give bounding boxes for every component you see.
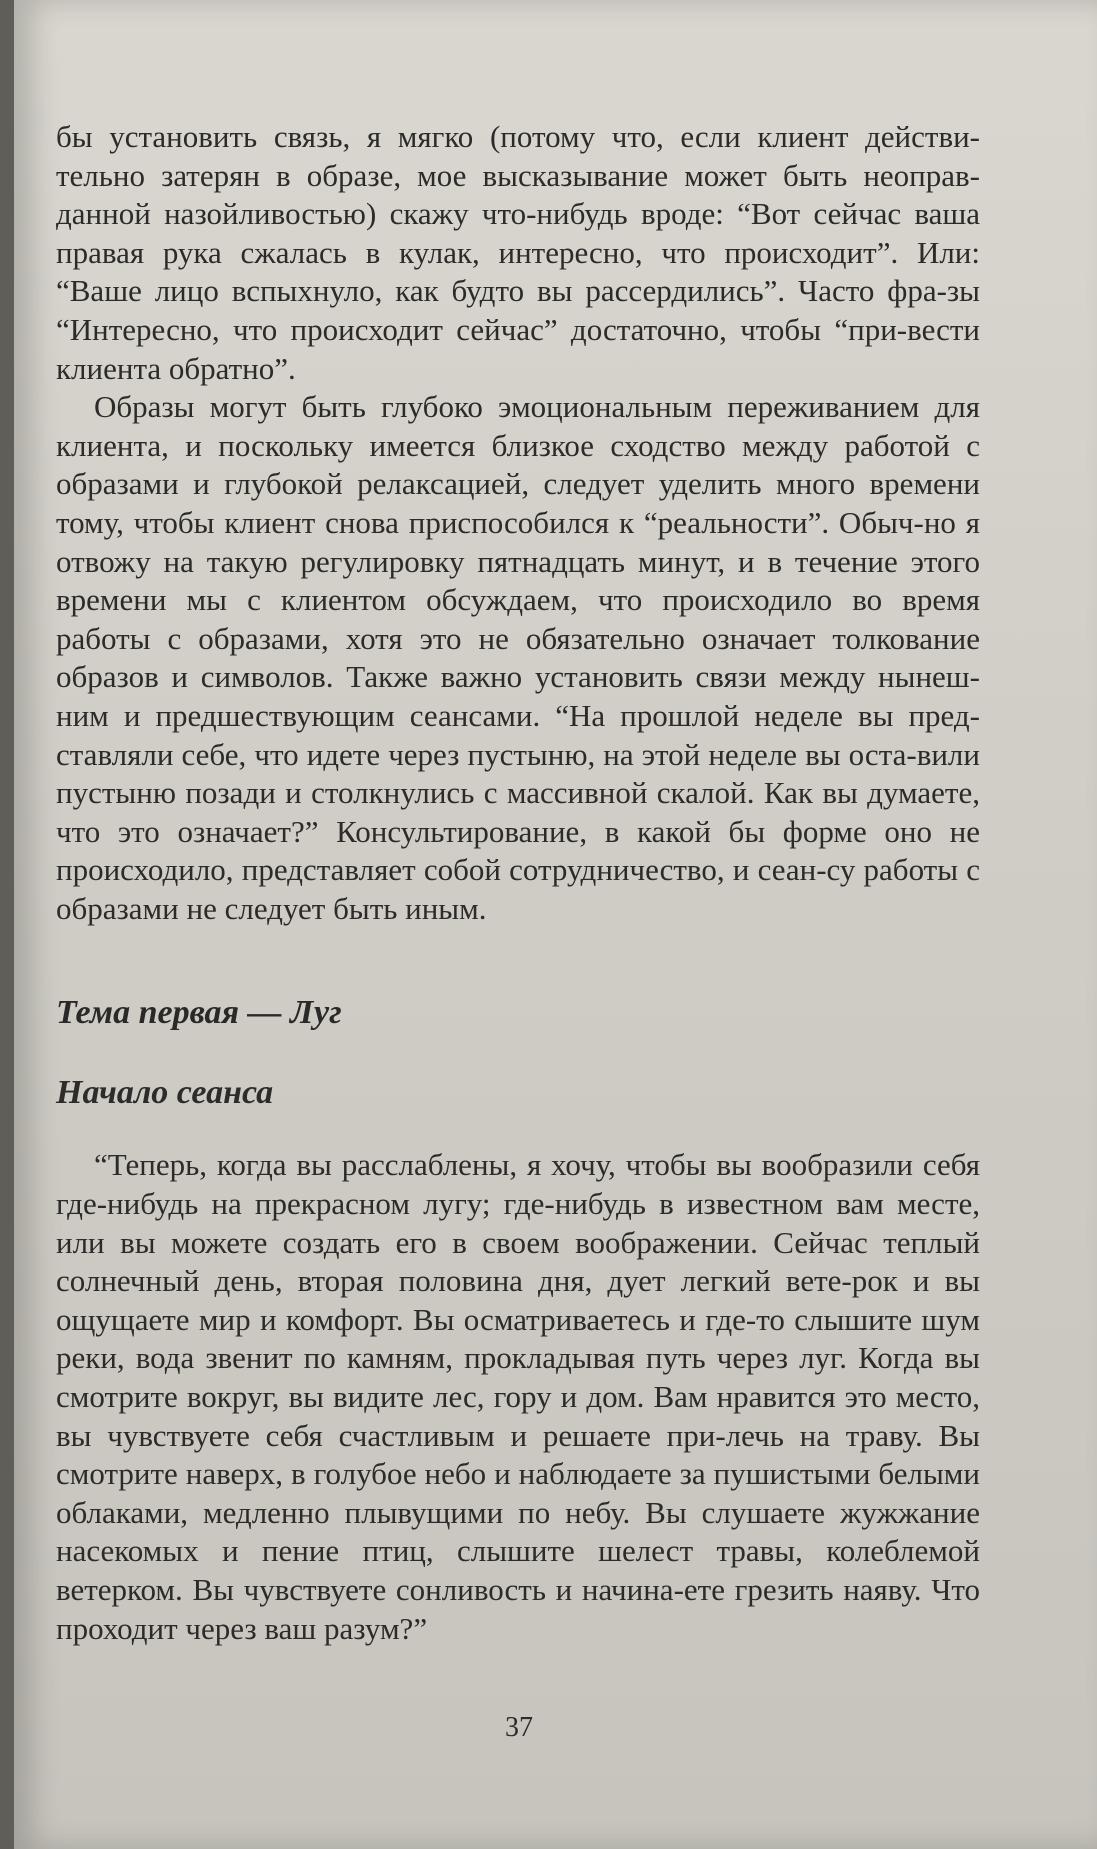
- page-number: 37: [505, 1712, 533, 1743]
- paragraph-1: бы установить связь, я мягко (потому что, если клиент действи-тельно затерян в образе, мое высказывание может быть неоправ-данной назойливостью) скажу что-нибудь вроде: “Вот сейчас ваша правая рука сжалась в кулак, интересно, что происходит”. Или: “Ваше лицо вспыхнуло, как будто вы рассердились”. Часто фра-зы “Интересно, что происходит сейчас” достаточно, чтобы “при-вести клиента обратно”.: [56, 119, 980, 386]
- section-subheading: Начало сеанса: [56, 1074, 274, 1112]
- page-content: [56, 118, 980, 1648]
- section-heading: Тема первая — Луг: [56, 994, 342, 1032]
- paragraph-3: “Теперь, когда вы расслаблены, я хочу, чтобы вы вообразили себя где-нибудь на прекрасном лугу; где-нибудь в известном вам месте, или вы можете создать его в своем воображении. Сейчас теплый солнечный день, вторая половина дня, дует легкий вете-рок и вы ощущаете мир и комфорт. Вы осматриваетесь и где-то слышите шум реки, вода звенит по камням, прокладывая путь через луг. Когда вы смотрите вокруг, вы видите лес, гору и дом. Вам нравится это место, вы чувствуете себя счастливым и решаете при-лечь на траву. Вы смотрите наверх, в голубое небо и наблюдаете за пушистыми белыми облаками, медленно плывущими по небу. Вы слушаете жужжание насекомых и пение птиц, слышите шелест травы, колеблемой ветерком. Вы чувствуете сонливость и начина-ете грезить наяву. Что проходит через ваш разум?”: [56, 1147, 980, 1646]
- book-page: [14, 0, 1097, 1849]
- paragraph-2: Образы могут быть глубоко эмоциональным переживанием для клиента, и поскольку имеется близкое сходство между работой с образами и глубокой релаксацией, следует уделить много времени тому, чтобы клиент снова приспособился к “реальности”. Обыч-но я отвожу на такую регулировку пятнадцать минут, и в течение этого времени мы с клиентом обсуждаем, что происходило во время работы с образами, хотя это не обязательно означает толкование образов и символов. Также важно установить связи между нынеш-ним и предшествующим сеансами. “На прошлой неделе вы пред-ставляли себе, что идете через пустыню, на этой неделе вы оста-вили пустыню позади и столкнулись с массивной скалой. Как вы думаете, что это означает?” Консультирование, в какой бы форме оно не происходило, представляет собой сотрудничество, и сеан-су работы с образами не следует быть иным.: [56, 389, 980, 926]
